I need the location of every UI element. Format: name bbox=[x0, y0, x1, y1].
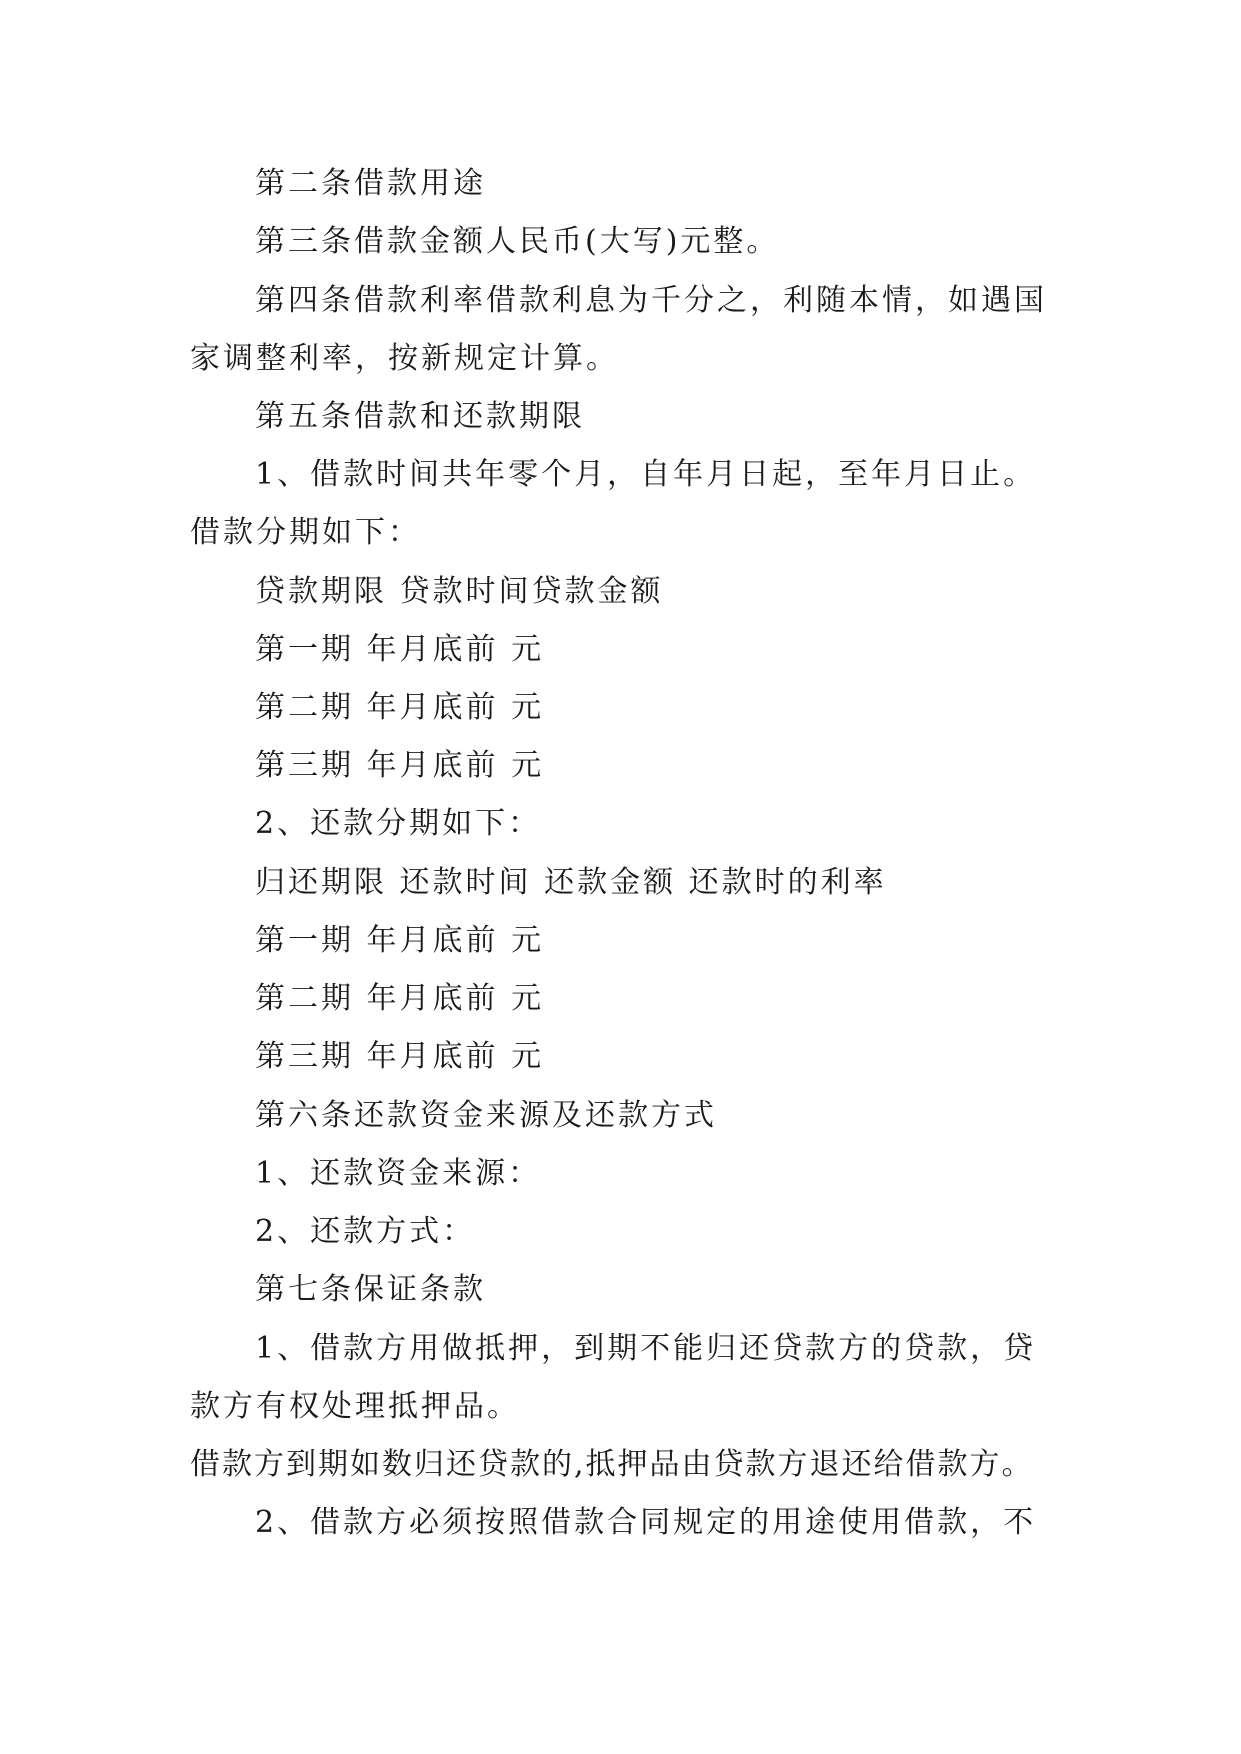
text-line-loan-period-3: 第三期 年月底前 元 bbox=[255, 748, 545, 783]
text-line-loan-installments: 借款分期如下： bbox=[190, 515, 421, 550]
text-line-repayment-installments: 2、还款分期如下： bbox=[255, 806, 542, 841]
text-line-repayment-period-1: 第一期 年月底前 元 bbox=[255, 923, 545, 958]
text-line-loan-period-2: 第二期 年月底前 元 bbox=[255, 690, 545, 725]
text-line-repayment-period-3: 第三期 年月底前 元 bbox=[255, 1039, 545, 1074]
text-line-collateral: 1、借款方用做抵押，到期不能归还贷款方的贷款，贷 bbox=[255, 1331, 1037, 1366]
text-line-repayment-period-2: 第二期 年月底前 元 bbox=[255, 981, 545, 1016]
text-line-collateral-cont: 款方有权处理抵押品。 bbox=[190, 1389, 520, 1424]
text-line-loan-period-1: 第一期 年月底前 元 bbox=[255, 632, 545, 667]
text-line-article-6: 第六条还款资金来源及还款方式 bbox=[255, 1098, 717, 1133]
text-line-collateral-return: 借款方到期如数归还贷款的,抵押品由贷款方退还给借款方。 bbox=[190, 1447, 1034, 1482]
text-line-article-3: 第三条借款金额人民币(大写)元整。 bbox=[255, 224, 780, 259]
text-line-loan-table-header: 贷款期限 贷款时间贷款金额 bbox=[255, 574, 664, 609]
text-line-article-5: 第五条借款和还款期限 bbox=[255, 399, 585, 434]
text-line-repayment-method: 2、还款方式： bbox=[255, 1214, 476, 1249]
text-line-loan-period: 1、借款时间共年零个月，自年月日起，至年月日止。 bbox=[255, 457, 1037, 492]
text-line-article-4-cont: 家调整利率，按新规定计算。 bbox=[190, 341, 619, 376]
text-line-article-2: 第二条借款用途 bbox=[255, 166, 486, 201]
text-line-article-4: 第四条借款利率借款利息为千分之，利随本情，如遇国 bbox=[255, 283, 1047, 318]
text-line-loan-usage: 2、借款方必须按照借款合同规定的用途使用借款，不 bbox=[255, 1505, 1037, 1540]
text-line-article-7: 第七条保证条款 bbox=[255, 1272, 486, 1307]
text-line-funding-source: 1、还款资金来源： bbox=[255, 1156, 542, 1191]
text-line-repayment-table-header: 归还期限 还款时间 还款金额 还款时的利率 bbox=[255, 865, 887, 900]
